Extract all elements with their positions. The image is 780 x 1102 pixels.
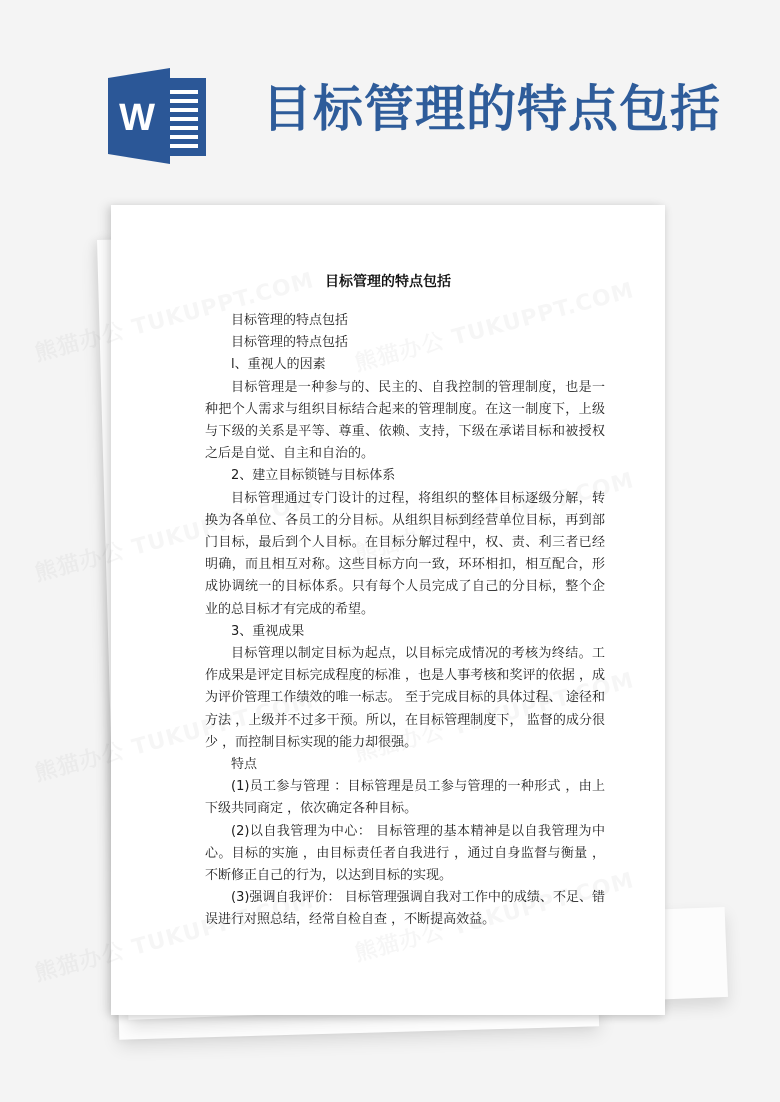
feature-paragraph: (1)员工参与管理 ：目标管理是员工参与管理的一种形式 ，由上下级共同商定 ，依次确定各种目标。 <box>205 779 605 817</box>
section-heading: l、重视人的因素 <box>231 357 326 373</box>
document-title: 目标管理的特点包括 <box>325 274 451 290</box>
section-paragraph: 目标管理通过专门设计的过程，将组织的整体目标逐级分解，转换为各单位、各员工的分目标。从组织目标到经营单位目标，再到部门目标，最后到个人目标。在目标分解过程中，权、责、利三者已经明确，而且相互对称。这些目标方向一致，环环相扣，相互配合，形成协调统一的目标体系。只有每个人员完成了自己的分目标，整个企业的总目标才有完成的希望。 <box>205 490 605 617</box>
word-document-icon <box>108 68 208 164</box>
section-heading: 3、重视成果 <box>231 623 305 639</box>
document-body <box>205 310 605 932</box>
feature-paragraph: (2)以自我管理为中心： 目标管理的基本精神是以自我管理为中心。目标的实施 ，由目标责任者自我进行 ，通过自身监督与衡量 ，不断修正自己的行为，以达到目标的实现。 <box>205 823 605 884</box>
intro-line-2: 目标管理的特点包括 <box>231 335 349 351</box>
feature-paragraph: (3)强调自我评价： 目标管理强调自我对工作中的成绩、不足、错误进行对照总结，经常自检自查 ，不断提高效益。 <box>205 890 605 928</box>
document-page <box>111 205 665 1015</box>
section-heading: 特点 <box>231 757 258 773</box>
section-paragraph: 目标管理以制定目标为起点，以目标完成情况的考核为终结。工作成果是评定目标完成程度的标准 ，也是人事考核和奖评的依据 ，成为评价管理工作绩效的唯一标志。 至于完成目标的具体过程、 途径和方法 ，上级并不过多干预。所以，在目标管理制度下， 监督的成分很少 ，而控制目标实现的能力却很强。 <box>205 646 605 750</box>
section-paragraph: 目标管理是一种参与的、民主的、自我控制的管理制度，也是一种把个人需求与组织目标结合起来的管理制度。在这一制度下，上级与下级的关系是平等、尊重、依赖、支持，下级在承诺目标和被授权之后是自觉、自主和自治的。 <box>205 379 605 462</box>
svg-text:W: W <box>119 97 155 139</box>
intro-line-1: 目标管理的特点包括 <box>231 313 349 328</box>
section-heading: 2、建立目标锁链与目标体系 <box>231 468 396 484</box>
banner-header <box>0 0 780 200</box>
banner-title: 目标管理的特点包括 <box>262 79 721 138</box>
